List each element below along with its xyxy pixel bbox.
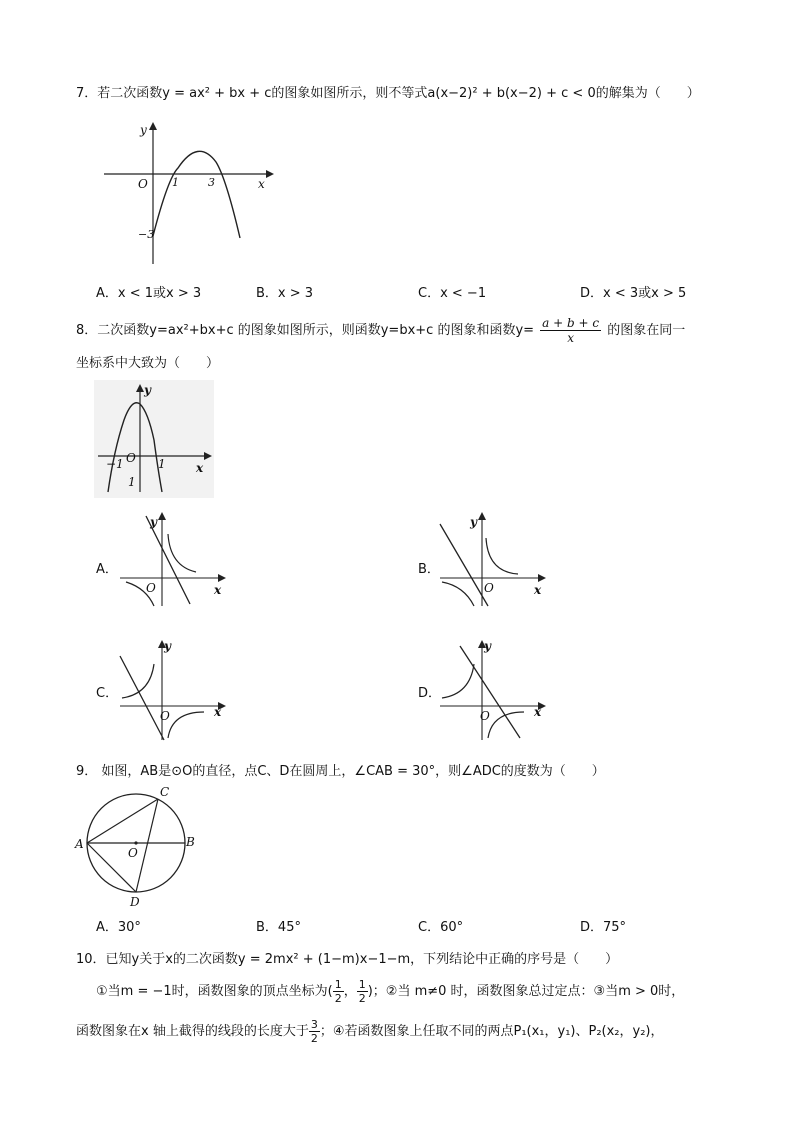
q10-half-frac-1: [333, 978, 344, 1005]
q9-label-d: D: [130, 895, 140, 908]
q8-option-c[interactable]: C．: [96, 686, 119, 701]
q10-line3-b: ；④若函数图象上任取不同的两点P₁(x₁，y₁)、P₂(x₂，y₂)，: [319, 1024, 664, 1039]
q10-frac3-den: 2: [310, 1032, 318, 1045]
q9-label-o: O: [128, 846, 138, 860]
q8-stem-part2: 的图象在同一: [607, 323, 686, 338]
q7-tick-3: 3: [208, 176, 215, 189]
q8-a-o: O: [146, 581, 156, 595]
q8-tick-neg1: −1: [106, 457, 124, 471]
q8-d-x: x: [534, 705, 542, 719]
q8-option-c-graph[interactable]: [116, 634, 232, 742]
q10-frac3-num: 3: [310, 1018, 318, 1031]
q9-option-d[interactable]: D．75°: [580, 920, 627, 935]
q10-stem: 10．已知y关于x的二次函数y = 2mx² + (1−m)x−1−m，下列结论中正确的序号是（ ）: [76, 952, 619, 967]
q10-half1-den: 2: [334, 992, 342, 1005]
q8-stem-line2: 坐标系中大致为（ ）: [76, 356, 220, 371]
q9-figure: [74, 782, 204, 908]
q8-a-x: x: [214, 583, 222, 597]
q10-line2-b: ，: [343, 984, 357, 999]
q8-a-y: y: [150, 515, 157, 529]
q8-stem-part1: 8．二次函数y=ax²+bx+c 的图象如图所示，则函数y=bx+c 的图象和函数y=: [76, 323, 535, 338]
q9-label-c: C: [160, 785, 170, 799]
q8-d-y: y: [484, 639, 491, 653]
q10-line2: [96, 978, 684, 1005]
q8-b-y: y: [470, 515, 477, 529]
q7-option-b[interactable]: B．x > 3: [256, 286, 314, 301]
q8-x-label: x: [196, 461, 204, 475]
q7-option-c[interactable]: C．x < −1: [418, 286, 487, 301]
q8-option-a-graph[interactable]: [116, 508, 232, 608]
q8-d-o: O: [480, 709, 490, 723]
q10-line2-a: ①当m = −1时，函数图象的顶点坐标为(: [96, 984, 333, 999]
q8-stem-line1: [76, 316, 685, 345]
q10-half1-num: 1: [334, 978, 342, 991]
q8-frac-num: a + b + c: [542, 316, 600, 330]
q8-bottom-1: 1: [128, 475, 136, 489]
q8-option-b[interactable]: B．: [418, 562, 440, 577]
q7-x-label: x: [258, 177, 265, 191]
q10-frac-3-2: [309, 1018, 320, 1045]
q8-option-b-graph[interactable]: [436, 508, 552, 608]
q7-figure: [98, 118, 278, 268]
q10-line2-c: )；②当 m≠0 时，函数图象总过定点：③当m > 0时，: [367, 984, 685, 999]
q8-option-d-graph[interactable]: [436, 634, 552, 742]
q8-y-label: y: [144, 383, 151, 397]
q10-half2-num: 1: [358, 978, 366, 991]
q9-option-a[interactable]: A．30°: [96, 920, 141, 935]
q8-b-x: x: [534, 583, 542, 597]
q7-tick-1: 1: [172, 176, 179, 189]
q8-c-o: O: [160, 709, 170, 723]
q7-stem: 7．若二次函数y = ax² + bx + c的图象如图所示，则不等式a(x−2)² + b(x−2) + c < 0的解集为（ ）: [76, 86, 700, 101]
q10-half-frac-2: [357, 978, 368, 1005]
q8-c-x: x: [214, 705, 222, 719]
q7-y-label: y: [140, 123, 147, 137]
q8-origin: O: [126, 451, 136, 465]
q8-c-y: y: [164, 639, 171, 653]
q8-fraction: [540, 316, 601, 345]
q10-line3: [76, 1018, 664, 1045]
q8-tick-1: 1: [158, 457, 166, 471]
q8-frac-den: x: [567, 331, 575, 345]
q7-tick-neg3: −3: [138, 228, 155, 241]
q9-option-b[interactable]: B．45°: [256, 920, 301, 935]
q8-option-d[interactable]: D．: [418, 686, 442, 701]
q9-label-b: B: [186, 835, 195, 849]
q9-option-c[interactable]: C．60°: [418, 920, 464, 935]
q10-half2-den: 2: [358, 992, 366, 1005]
q8-option-a[interactable]: A．: [96, 562, 118, 577]
q10-line3-a: 函数图象在x 轴上截得的线段的长度大于: [76, 1024, 309, 1039]
q8-b-o: O: [484, 581, 494, 595]
q7-option-d[interactable]: D．x < 3或x > 5: [580, 286, 687, 301]
q9-stem: 9． 如图，AB是⊙O的直径，点C、D在圆周上，∠CAB = 30°，则∠ADC的度数为（ ）: [76, 764, 605, 779]
q7-origin: O: [138, 177, 148, 191]
q7-option-a[interactable]: A．x < 1或x > 3: [96, 286, 202, 301]
q8-figure: [94, 380, 214, 498]
q9-label-a: A: [75, 837, 84, 851]
